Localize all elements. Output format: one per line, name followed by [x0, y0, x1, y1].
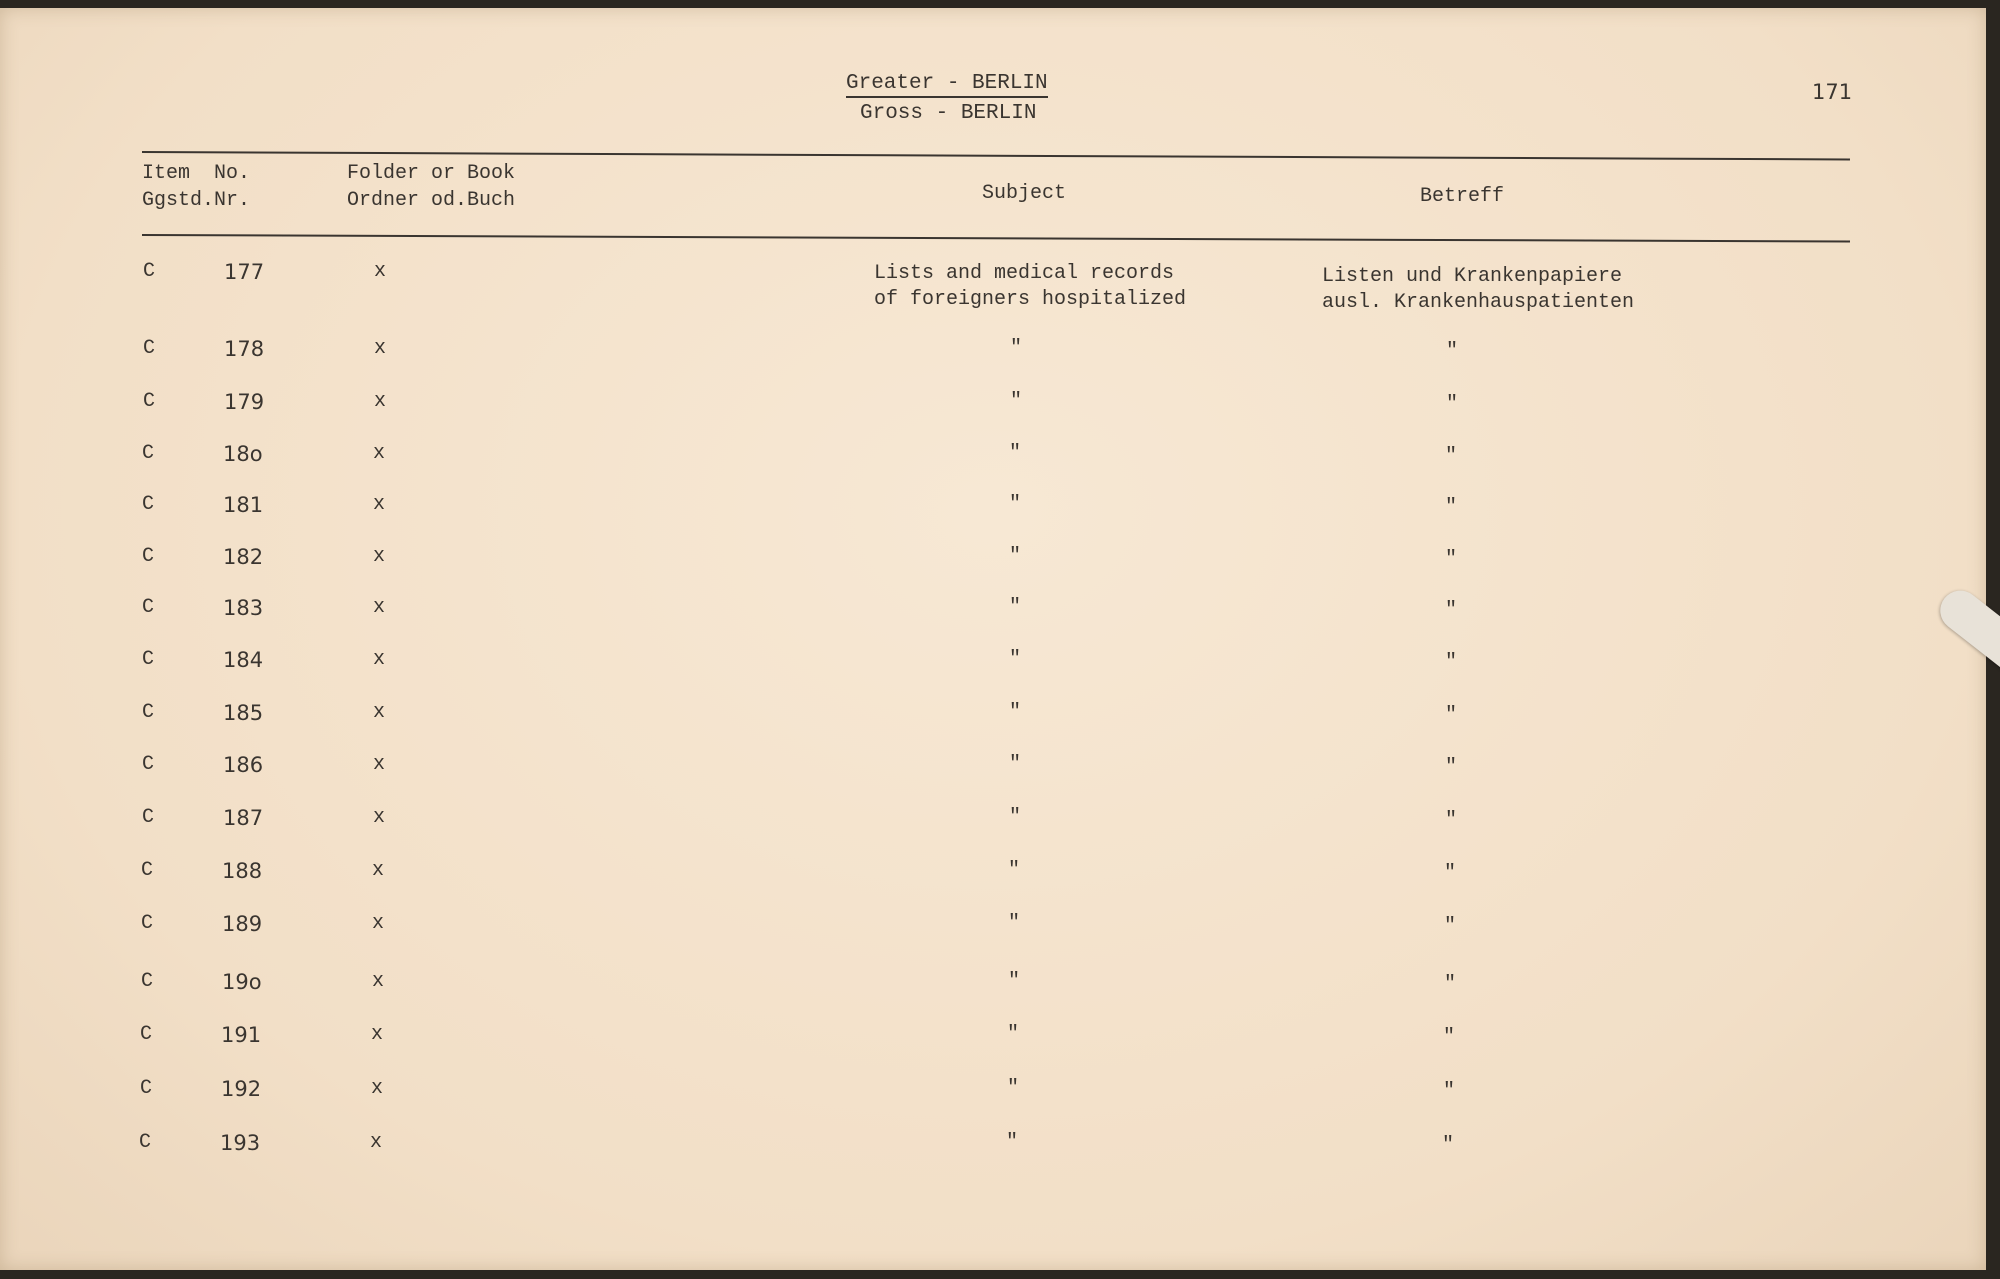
row-item-cell: C [142, 545, 155, 568]
row-folder-cell: x [374, 337, 387, 360]
row-betreff-cell: " [1446, 340, 1459, 363]
row-subject-cell: " [1009, 545, 1022, 568]
table-row [0, 1077, 1986, 1107]
row-item-cell: C [142, 442, 155, 465]
row-folder-cell: x [373, 648, 386, 671]
row-folder-cell: x [373, 493, 386, 516]
table-row [0, 390, 1986, 420]
row-folder-cell: x [372, 970, 385, 993]
row-number-cell: 185 [223, 701, 264, 725]
row-folder-cell: x [372, 912, 385, 935]
row-item-cell: C [141, 912, 154, 935]
row-subject-cell: " [1009, 493, 1022, 516]
row-subject-cell: " [1007, 1023, 1020, 1046]
first-entry-betreff-line2: ausl. Krankenhauspatienten [1322, 291, 1635, 314]
first-entry-betreff-line1: Listen und Krankenpapiere [1322, 265, 1623, 288]
row-folder-cell: x [373, 753, 386, 776]
row-folder-cell: x [373, 596, 386, 619]
table-row [0, 806, 1986, 836]
row-number-cell: 193 [220, 1131, 261, 1155]
row-folder-cell: x [370, 1131, 383, 1154]
table-row [0, 493, 1986, 523]
table-row [0, 1131, 1986, 1161]
header-rule-bottom [142, 234, 1850, 243]
row-number-cell: 187 [223, 806, 264, 830]
row-item-cell: C [142, 596, 155, 619]
row-number-cell: 18o [223, 442, 263, 466]
row-betreff-cell: " [1444, 915, 1457, 938]
row-subject-cell: " [1007, 1077, 1020, 1100]
row-betreff-cell: " [1445, 496, 1458, 519]
row-item-cell: C [140, 1077, 153, 1100]
row-item-cell: C [142, 493, 155, 516]
row-subject-cell: " [1009, 596, 1022, 619]
row-subject-cell: " [1008, 859, 1021, 882]
row-number-cell: 181 [223, 493, 264, 517]
column-header-betreff: Betreff [1420, 185, 1505, 208]
row-number-cell: 186 [223, 753, 264, 777]
row-item-cell: C [142, 648, 155, 671]
table-row [0, 260, 1986, 290]
row-folder-cell: x [373, 442, 386, 465]
table-row [0, 1023, 1986, 1053]
row-folder-cell: x [373, 806, 386, 829]
row-item-cell: C [142, 753, 155, 776]
table-row [0, 442, 1986, 472]
row-subject-cell: " [1009, 442, 1022, 465]
document-page [0, 8, 1986, 1270]
row-betreff-cell: " [1445, 548, 1458, 571]
row-number-cell: 182 [223, 545, 264, 569]
row-betreff-cell: " [1445, 651, 1458, 674]
row-number-cell: 179 [224, 390, 265, 414]
row-subject-cell: " [1009, 648, 1022, 671]
row-betreff-cell: " [1444, 973, 1457, 996]
row-betreff-cell: " [1442, 1134, 1455, 1157]
row-subject-cell: " [1009, 701, 1022, 724]
column-header-folder-de: Ordner od.Buch [347, 189, 516, 212]
row-folder-cell: x [371, 1023, 384, 1046]
row-betreff-cell: " [1444, 862, 1457, 885]
row-betreff-cell: " [1443, 1026, 1456, 1049]
row-item-cell: C [141, 970, 154, 993]
row-folder-cell: x [374, 390, 387, 413]
title-line-german: Gross - BERLIN [860, 102, 1037, 125]
row-number-cell: 189 [222, 912, 263, 936]
page-number: 171 [1812, 80, 1853, 104]
title-line-english: Greater - BERLIN [846, 72, 1048, 98]
row-subject-cell: " [1010, 390, 1023, 413]
row-betreff-cell: " [1445, 445, 1458, 468]
row-number-cell: 188 [222, 859, 263, 883]
row-number-cell: 178 [224, 337, 265, 361]
row-subject-cell: " [1009, 753, 1022, 776]
column-header-item-no-de: Ggstd.Nr. [142, 189, 251, 212]
row-number-cell: 184 [223, 648, 264, 672]
row-betreff-cell: " [1445, 704, 1458, 727]
column-header-subject: Subject [982, 182, 1067, 205]
row-betreff-cell: " [1445, 809, 1458, 832]
table-row [0, 648, 1986, 678]
row-item-cell: C [142, 806, 155, 829]
column-header-item-no-en: Item No. [142, 162, 251, 185]
row-betreff-cell: " [1445, 756, 1458, 779]
table-row [0, 337, 1986, 367]
row-number-cell: 183 [223, 596, 264, 620]
row-subject-cell: " [1006, 1131, 1019, 1154]
row-item-cell: C [140, 1023, 153, 1046]
row-item-cell: C [142, 701, 155, 724]
row-folder-cell: x [373, 545, 386, 568]
row-subject-cell: " [1008, 912, 1021, 935]
row-number-cell: 191 [221, 1023, 262, 1047]
table-row [0, 596, 1986, 626]
column-header-folder [347, 160, 515, 214]
row-item-cell: C [143, 337, 156, 360]
column-header-item-no [142, 160, 250, 214]
column-header-folder-en: Folder or Book [347, 162, 516, 185]
row-item-cell: C [141, 859, 154, 882]
row-number-cell: 192 [221, 1077, 262, 1101]
row-item-cell: C [139, 1131, 152, 1154]
row-subject-cell: " [1010, 337, 1023, 360]
table-row [0, 859, 1986, 889]
first-entry-subject-line1: Lists and medical records [874, 262, 1175, 285]
row-betreff-cell: " [1445, 599, 1458, 622]
row-number-cell: 177 [224, 260, 265, 284]
row-folder-cell: x [373, 701, 386, 724]
table-row [0, 701, 1986, 731]
row-betreff-cell: " [1446, 393, 1459, 416]
row-number-cell: 19o [222, 970, 262, 994]
table-row [0, 912, 1986, 942]
row-folder-cell: x [372, 859, 385, 882]
row-folder-cell: x [374, 260, 387, 283]
row-folder-cell: x [371, 1077, 384, 1100]
row-item-cell: C [143, 260, 156, 283]
row-subject-cell: " [1008, 970, 1021, 993]
row-betreff-cell: " [1443, 1080, 1456, 1103]
first-entry-subject-line2: of foreigners hospitalized [874, 288, 1187, 311]
table-row [0, 753, 1986, 783]
table-row [0, 545, 1986, 575]
table-row [0, 970, 1986, 1000]
row-subject-cell: " [1009, 806, 1022, 829]
row-item-cell: C [143, 390, 156, 413]
